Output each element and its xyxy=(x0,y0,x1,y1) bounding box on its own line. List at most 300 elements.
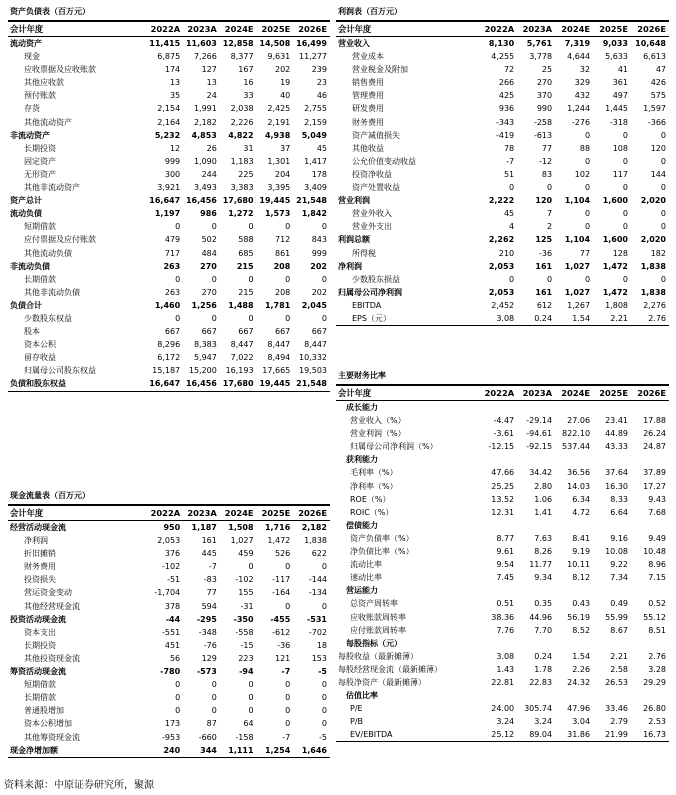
cell-value: 15,187 xyxy=(152,366,181,376)
cell-value: 0 xyxy=(321,274,327,284)
row-label: 经营活动现金流 xyxy=(10,523,66,532)
cell-value: -350 xyxy=(233,614,254,624)
table-row xyxy=(336,519,669,532)
cell-value xyxy=(479,637,517,650)
table-row xyxy=(336,129,669,142)
table-row xyxy=(336,76,669,89)
cell-value: 2.76 xyxy=(631,312,669,326)
table-row xyxy=(336,650,669,663)
table-row xyxy=(8,102,330,115)
table-row xyxy=(336,715,669,728)
table-row xyxy=(8,247,330,260)
cell-value xyxy=(593,453,631,466)
table-row xyxy=(336,181,669,194)
cell-value: -117 xyxy=(272,575,291,585)
cell-value: 2.53 xyxy=(648,717,666,727)
row-label: P/E xyxy=(350,704,363,714)
row-label: 资本支出 xyxy=(24,627,56,637)
row-label: 资产减值损失 xyxy=(352,130,400,140)
row-label: 少数股东权益 xyxy=(24,313,72,323)
cell-value: 19,503 xyxy=(299,366,327,376)
cell-value: 1,027 xyxy=(564,261,591,271)
header-label: 会计年度 xyxy=(8,506,146,521)
cell-value: 1,838 xyxy=(640,261,666,271)
table-row xyxy=(336,116,669,129)
cell-value: 1,472 xyxy=(602,261,628,271)
table-row xyxy=(8,573,330,586)
cell-value: 451 xyxy=(164,640,181,650)
table-row xyxy=(336,728,669,742)
cell-value: 127 xyxy=(201,65,217,75)
cell-value: 6.34 xyxy=(572,494,591,504)
row-label: 投资净收益 xyxy=(352,169,392,179)
row-label: 流动资产 xyxy=(10,39,42,48)
table-row xyxy=(336,102,669,115)
table-row xyxy=(8,155,330,168)
row-label: 营业收入（%） xyxy=(350,416,406,426)
cell-value: 0 xyxy=(285,693,291,703)
cell-value: 1,508 xyxy=(228,523,254,532)
cell-value: -144 xyxy=(308,575,327,585)
cell-value: 11,603 xyxy=(185,39,217,48)
cell-value: 22.83 xyxy=(529,677,553,687)
cell-value: 8.51 xyxy=(648,625,666,635)
cell-value: 25.25 xyxy=(491,481,515,491)
cell-value: 2,164 xyxy=(157,117,181,127)
cell-value xyxy=(517,401,555,415)
cell-value: -12 xyxy=(539,156,553,166)
table-row xyxy=(336,220,669,233)
cell-value: 21,548 xyxy=(293,377,330,391)
cell-value: 0 xyxy=(509,183,515,193)
cell-value: 4,822 xyxy=(228,130,254,140)
cell-value: 329 xyxy=(574,78,591,88)
cell-value: 667 xyxy=(164,327,181,337)
header-year: 2023A xyxy=(183,506,220,521)
cell-value: 843 xyxy=(311,235,327,245)
cashflow-table xyxy=(8,506,330,758)
cell-value: 32 xyxy=(579,65,591,75)
cell-value: 2,226 xyxy=(230,117,254,127)
row-label: 每股收益（最新摊薄） xyxy=(338,651,418,661)
row-label: 存货 xyxy=(24,104,40,114)
table-row xyxy=(336,611,669,624)
cell-value: 14,508 xyxy=(259,39,291,48)
cell-value: 17,665 xyxy=(262,366,291,376)
cell-value: 612 xyxy=(536,300,553,310)
cell-value: 1,808 xyxy=(605,300,628,310)
table-row xyxy=(8,194,330,207)
source-note: 资料来源：中原证券研究所，聚源 xyxy=(4,780,154,791)
cell-value: 1,472 xyxy=(267,536,291,546)
cell-value: 1,027 xyxy=(564,287,591,297)
cell-value: 89.04 xyxy=(517,728,555,742)
cell-value: 2,038 xyxy=(230,104,254,114)
cell-value: 270 xyxy=(536,78,553,88)
cell-value: 202 xyxy=(310,261,327,271)
balance-sheet-block xyxy=(8,3,330,392)
cell-value: 21.99 xyxy=(593,728,631,742)
header-year: 2022A xyxy=(146,506,183,521)
table-row xyxy=(8,704,330,717)
cell-value: 594 xyxy=(201,601,217,611)
header-year: 2024E xyxy=(220,506,257,521)
cell-value: 11,277 xyxy=(299,52,327,62)
table-row xyxy=(8,63,330,76)
cell-value: 47.96 xyxy=(567,704,591,714)
cell-value xyxy=(479,401,517,415)
row-label: 财务费用 xyxy=(352,117,384,127)
cell-value: 202 xyxy=(311,287,327,297)
cell-value: 121 xyxy=(274,653,291,663)
table-row xyxy=(336,273,669,286)
cell-value: -366 xyxy=(647,117,666,127)
row-label: 每股指标（元） xyxy=(346,638,402,648)
cell-value: 1,027 xyxy=(230,536,254,546)
cell-value xyxy=(631,519,669,532)
cell-value: 0 xyxy=(211,706,217,716)
cell-value: 16,456 xyxy=(185,196,217,206)
cell-value: -94 xyxy=(239,667,254,677)
row-label: 少数股东损益 xyxy=(352,274,400,284)
cell-value: 8.12 xyxy=(572,573,591,583)
cell-value: 263 xyxy=(163,261,181,271)
row-label: 总资产周转率 xyxy=(350,599,398,609)
table-row xyxy=(8,547,330,560)
row-label: 长期借款 xyxy=(24,693,56,703)
table-row xyxy=(336,155,669,168)
cell-value: 0 xyxy=(211,680,217,690)
row-label: 管理费用 xyxy=(352,91,384,101)
cell-value: -343 xyxy=(495,117,515,127)
cell-value: 3,409 xyxy=(304,183,327,193)
cell-value: 178 xyxy=(311,169,327,179)
cell-value: 2,020 xyxy=(640,235,666,245)
table-row xyxy=(8,286,330,299)
table-row xyxy=(8,351,330,364)
cell-value xyxy=(479,584,517,597)
cell-value: 370 xyxy=(536,91,553,101)
row-label: 毛利率（%） xyxy=(350,468,398,478)
table-row xyxy=(336,545,669,558)
cell-value: -258 xyxy=(533,117,553,127)
cell-value: 3.04 xyxy=(572,717,591,727)
cell-value: -318 xyxy=(609,117,628,127)
cell-value: 0 xyxy=(248,313,254,323)
cell-value: 7 xyxy=(547,209,553,219)
row-label: 普通股增加 xyxy=(24,706,64,716)
table-row xyxy=(336,260,669,273)
row-label: 折旧摊销 xyxy=(24,549,56,559)
cell-value: 1,111 xyxy=(220,744,257,758)
row-label: EPS（元） xyxy=(336,312,479,326)
cell-value: 1,488 xyxy=(228,300,254,310)
header-year: 2023A xyxy=(183,22,220,37)
cell-value: 46 xyxy=(316,91,327,101)
cell-value: 2,191 xyxy=(267,117,291,127)
cell-value: 0 xyxy=(248,274,254,284)
cell-value: -780 xyxy=(160,667,181,677)
cell-value: 8.26 xyxy=(534,547,553,557)
cell-value: 0 xyxy=(248,706,254,716)
cell-value: 990 xyxy=(536,104,553,114)
cell-value: 26.24 xyxy=(643,429,666,439)
cell-value: -15 xyxy=(240,640,254,650)
cell-value: 19,445 xyxy=(257,377,294,391)
cell-value: 1,197 xyxy=(154,209,181,219)
cell-value: 13.52 xyxy=(491,494,515,504)
cell-value xyxy=(593,584,631,597)
cell-value: -276 xyxy=(571,117,591,127)
table-row xyxy=(336,663,669,676)
cell-value: 223 xyxy=(238,653,254,663)
cell-value: 2,452 xyxy=(491,300,515,310)
cell-value: 40 xyxy=(280,91,291,101)
cell-value: 47 xyxy=(655,65,666,75)
cell-value: 19 xyxy=(280,78,291,88)
cell-value: 2,159 xyxy=(304,117,327,127)
cell-value: 0.24 xyxy=(534,651,553,661)
cell-value: 125 xyxy=(535,235,553,245)
cell-value: 5,761 xyxy=(526,39,553,48)
cell-value: 426 xyxy=(650,78,666,88)
cell-value: -660 xyxy=(198,732,217,742)
cell-value: -7 xyxy=(281,667,291,677)
cell-value: 3,778 xyxy=(529,52,553,62)
cell-value: 9.19 xyxy=(572,547,591,557)
cell-value: -36 xyxy=(539,248,553,258)
cell-value: 3.24 xyxy=(534,717,553,727)
cell-value: 1,256 xyxy=(191,300,217,310)
cell-value: 120 xyxy=(535,196,553,206)
row-label: 归属母公司净利润（%） xyxy=(350,442,438,452)
cell-value: 37 xyxy=(280,143,291,153)
cell-value: 1,301 xyxy=(267,156,291,166)
row-label: 资产总计 xyxy=(10,196,42,206)
cell-value: 0 xyxy=(285,222,291,232)
cell-value: 10,648 xyxy=(635,39,666,48)
table-row xyxy=(8,586,330,599)
row-label: 留存收益 xyxy=(24,353,56,363)
cell-value: 1,104 xyxy=(564,196,591,206)
cell-value xyxy=(631,584,669,597)
table-row xyxy=(8,600,330,613)
cell-value: 0 xyxy=(584,222,591,232)
cell-value: 685 xyxy=(238,248,254,258)
cell-value: 10.08 xyxy=(605,547,628,557)
row-label: 净利润 xyxy=(24,536,48,546)
header-row xyxy=(8,506,330,521)
cell-value xyxy=(593,401,631,415)
cell-value: 72 xyxy=(503,65,515,75)
cell-value: -31 xyxy=(240,601,254,611)
cell-value: 8.77 xyxy=(496,533,515,543)
header-year: 2026E xyxy=(631,385,669,401)
cell-value: 1.78 xyxy=(534,664,553,674)
cell-value: 77 xyxy=(206,588,217,598)
cell-value: 3.24 xyxy=(496,717,515,727)
table-row xyxy=(336,453,669,466)
cell-value: 0 xyxy=(248,680,254,690)
row-label: 预付账款 xyxy=(24,91,56,101)
cell-value: 432 xyxy=(574,91,591,101)
table-row xyxy=(8,731,330,744)
table-row xyxy=(8,325,330,338)
cell-value xyxy=(593,689,631,702)
cell-value: -702 xyxy=(308,627,327,637)
cell-value: 1,573 xyxy=(264,209,291,219)
income-statement-block xyxy=(336,3,669,326)
cell-value: 83 xyxy=(541,169,553,179)
cell-value: 484 xyxy=(201,248,217,258)
header-year: 2022A xyxy=(479,385,517,401)
table-row xyxy=(336,676,669,689)
cell-value: 3.28 xyxy=(648,664,666,674)
cell-value: -3.61 xyxy=(493,429,515,439)
cell-value xyxy=(517,453,555,466)
header-year: 2023A xyxy=(517,22,555,37)
cell-value: 8,296 xyxy=(157,340,181,350)
cell-value: 37.64 xyxy=(605,468,628,478)
header-row xyxy=(8,22,330,37)
cell-value: 174 xyxy=(164,65,181,75)
row-label: 资产负债率（%） xyxy=(350,533,414,543)
income-statement-table xyxy=(336,22,669,326)
table-row xyxy=(336,689,669,702)
cell-value: 3,493 xyxy=(193,183,217,193)
cell-value: 1,842 xyxy=(301,209,327,219)
cell-value: 2.26 xyxy=(572,664,591,674)
cell-value: 2.21 xyxy=(610,651,628,661)
cell-value: -76 xyxy=(203,640,217,650)
cell-value: 16 xyxy=(243,78,254,88)
row-label: 营业利润（%） xyxy=(350,429,406,439)
cell-value: 0 xyxy=(660,209,666,219)
cell-value: 2,053 xyxy=(488,287,515,297)
cell-value xyxy=(555,637,593,650)
cell-value: 0 xyxy=(175,680,181,690)
cell-value: 1,272 xyxy=(228,209,254,219)
table-row xyxy=(8,273,330,286)
cell-value: 667 xyxy=(311,327,327,337)
cell-value: 712 xyxy=(274,235,291,245)
table-row xyxy=(336,414,669,427)
cashflow-title: 现金流量表（百万元） xyxy=(8,487,330,506)
header-year: 2025E xyxy=(593,385,631,401)
row-label: 其他非流动负债 xyxy=(24,287,80,297)
cell-value: 270 xyxy=(201,287,217,297)
header-label: 会计年度 xyxy=(336,22,479,37)
cell-value: 0 xyxy=(509,274,515,284)
cell-value: 64 xyxy=(243,719,254,729)
cell-value: 36.56 xyxy=(567,468,591,478)
row-label: 无形资产 xyxy=(24,169,56,179)
cell-value: 7.70 xyxy=(534,625,553,635)
cell-value: 502 xyxy=(201,235,217,245)
table-row xyxy=(336,597,669,610)
cell-value: 0 xyxy=(285,706,291,716)
cell-value: 210 xyxy=(498,248,515,258)
cell-value: -7 xyxy=(282,732,291,742)
cell-value: 0 xyxy=(584,183,591,193)
cell-value: -613 xyxy=(533,130,553,140)
cell-value: 0 xyxy=(248,562,254,572)
cell-value: 4,853 xyxy=(191,130,217,140)
cell-value: 6,613 xyxy=(643,52,666,62)
row-label: 固定资产 xyxy=(24,156,56,166)
header-year: 2022A xyxy=(146,22,183,37)
cell-value: 575 xyxy=(650,91,666,101)
row-label: 净负债比率（%） xyxy=(350,547,414,557)
cell-value: 37.89 xyxy=(643,468,666,478)
cell-value: 55.99 xyxy=(605,612,628,622)
cell-value xyxy=(555,519,593,532)
cell-value: 1.06 xyxy=(534,494,553,504)
header-year: 2024E xyxy=(555,22,593,37)
cell-value: -158 xyxy=(235,732,254,742)
cell-value: 2,222 xyxy=(488,196,515,206)
cell-value: 999 xyxy=(311,248,327,258)
table-row xyxy=(8,299,330,312)
row-label: 负债和股东权益 xyxy=(8,377,146,391)
cell-value: 0 xyxy=(285,601,291,611)
cell-value: 14.03 xyxy=(567,481,591,491)
cell-value: 1.54 xyxy=(572,651,591,661)
cell-value: 55.12 xyxy=(643,612,666,622)
cell-value: 102 xyxy=(574,169,591,179)
cell-value: 1,472 xyxy=(602,287,628,297)
cell-value: 22.81 xyxy=(491,677,515,687)
cell-value: 0 xyxy=(321,601,327,611)
cell-value: 4,938 xyxy=(264,130,291,140)
cell-value: 10.11 xyxy=(567,560,591,570)
table-row xyxy=(8,129,330,142)
cell-value: 5,633 xyxy=(605,52,628,62)
table-row xyxy=(8,168,330,181)
cell-value: 8,377 xyxy=(230,52,254,62)
header-year: 2023A xyxy=(517,385,555,401)
table-row xyxy=(8,626,330,639)
cell-value: 56.19 xyxy=(567,612,591,622)
cell-value: 0 xyxy=(660,156,666,166)
cell-value: 7.15 xyxy=(648,573,666,583)
cell-value: 9.54 xyxy=(496,560,515,570)
cell-value: 1,991 xyxy=(193,104,217,114)
cell-value: 16.73 xyxy=(631,728,669,742)
cell-value: 1,445 xyxy=(605,104,628,114)
cell-value: 0 xyxy=(211,693,217,703)
cell-value: -92.15 xyxy=(526,442,553,452)
table-row xyxy=(8,744,330,758)
cell-value: 0 xyxy=(321,562,327,572)
cell-value: 7.45 xyxy=(496,573,515,583)
row-label: 成长能力 xyxy=(346,403,378,412)
cell-value: -29.14 xyxy=(526,416,553,426)
row-label: 长期借款 xyxy=(24,274,56,284)
cell-value: 2.76 xyxy=(648,651,666,661)
cell-value: 16,456 xyxy=(183,377,220,391)
cell-value: -36 xyxy=(277,640,291,650)
cell-value: 31.86 xyxy=(555,728,593,742)
cell-value: 167 xyxy=(238,65,254,75)
cell-value: 3.08 xyxy=(479,312,517,326)
cell-value: 1,244 xyxy=(567,104,591,114)
cell-value: 2.79 xyxy=(610,717,628,727)
cell-value: 2.58 xyxy=(610,664,628,674)
cell-value: 7.34 xyxy=(610,573,628,583)
row-label: 应付票据及应付账款 xyxy=(24,235,96,245)
cell-value: 0 xyxy=(547,274,553,284)
